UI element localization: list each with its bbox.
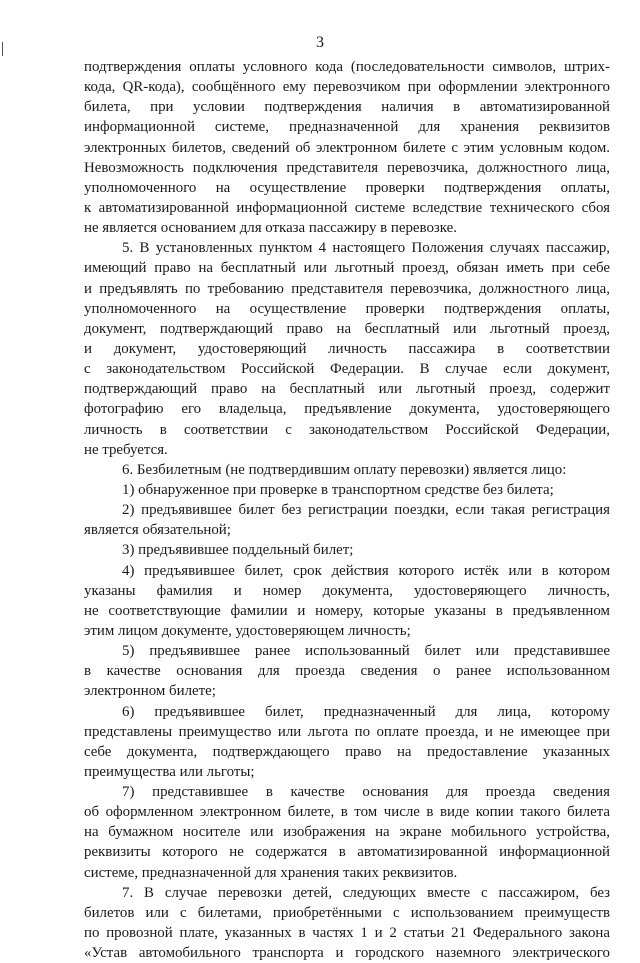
document-body	[84, 57, 610, 963]
page-number: 3	[316, 34, 324, 51]
text-line: билетов или с билетами, приобретёнными с использованием преимуществ	[84, 904, 610, 921]
text-line: по провозной плате, указанных в частях 1 и 2 статьи 21 Федерального закона	[84, 925, 610, 942]
text-line: 1) обнаруженное при проверке в транспортном средстве без билета;	[122, 481, 554, 498]
text-line: 6) предъявившее билет, предназначенный для лица, которому	[122, 703, 610, 720]
text-line: 4) предъявившее билет, срок действия которого истёк или в котором	[122, 562, 610, 579]
text-line: Невозможность подключения представителя перевозчика, должностного лица,	[84, 159, 610, 176]
text-line: реквизиты которого не содержатся в автоматизированной информационной	[84, 844, 610, 861]
text-line: электронном билете;	[84, 683, 216, 700]
text-line: не требуется.	[84, 441, 168, 458]
text-line: не является основанием для отказа пассажиру в перевозке.	[84, 220, 457, 237]
text-line: 3) предъявившее поддельный билет;	[122, 542, 354, 559]
text-line: уполномоченного на осуществление проверки подтверждения оплаты,	[84, 300, 610, 317]
text-line: уполномоченного на осуществление проверки подтверждения оплаты,	[84, 179, 610, 196]
text-line: системе, предназначенной для хранения таких реквизитов.	[84, 864, 458, 881]
text-line: 6. Безбилетным (не подтвердившим оплату перевозки) является лицо:	[122, 461, 567, 478]
text-line: и предъявлять по требованию представителя перевозчика, должностного лица,	[84, 280, 610, 297]
text-line: 7) представившее в качестве основания для проезда сведения	[122, 784, 610, 801]
text-line: имеющий право на бесплатный или льготный проезд, обязан иметь при себе	[84, 260, 610, 277]
text-line: в качестве основания для проезда сведения о ранее использованном	[84, 663, 610, 680]
text-line: подтверждения оплаты условного кода (последовательности символов, штрих-	[84, 59, 610, 75]
text-line: 5. В установленных пунктом 4 настоящего Положения случаях пассажир,	[122, 240, 610, 257]
text-line: 5) предъявившее ранее использованный билет или представившее	[122, 643, 610, 660]
text-line: не соответствующие фамилии и номеру, которые указаны в предъявленном	[84, 602, 610, 619]
text-line: 2) предъявившее билет без регистрации поездки, если такая регистрация	[122, 502, 610, 519]
text-line: этим лицом документе, удостоверяющем личность;	[84, 622, 411, 639]
text-line: «Устав автомобильного транспорта и городского наземного электрического	[84, 945, 610, 962]
text-line: об оформленном электронном билете, в том числе в виде копии такого билета	[84, 804, 610, 821]
text-line: себе документа, подтверждающего право на предоставление указанных	[84, 743, 610, 760]
text-line: и документ, удостоверяющий личность пассажира в соответствии	[84, 340, 610, 357]
text-line: представлены преимущество или льгота по оплате проезда, и не имеющее при	[84, 723, 610, 740]
text-line: документ, подтверждающий право на бесплатный или льготный проезд,	[84, 320, 610, 337]
text-line: электронных билетов, сведений об электронном билете с этим условным кодом.	[84, 139, 610, 156]
text-line: к автоматизированной информационной системе вследствие технического сбоя	[84, 199, 610, 216]
text-line: на бумажном носителе или изображения на экране мобильного устройства,	[84, 824, 610, 841]
text-line: является обязательной;	[84, 522, 231, 539]
text-line: с законодательством Российской Федерации. В случае если документ,	[84, 361, 610, 378]
text-line: указаны фамилия и номер документа, удостоверяющего личность,	[84, 582, 610, 599]
text-line: билета, при условии подтверждения наличия в автоматизированной	[84, 99, 610, 116]
text-line: подтверждающий право на бесплатный или льготный проезд, содержит	[84, 381, 610, 398]
text-line: личность в соответствии с законодательством Российской Федерации,	[84, 421, 610, 438]
text-line: кода, QR-кода), сообщённого ему перевозчиком при оформлении электронного	[84, 79, 610, 96]
text-line: 7. В случае перевозки детей, следующих вместе с пассажиром, без	[122, 884, 610, 901]
text-line: фотографию его владельца, предъявление документа, удостоверяющего	[84, 401, 610, 418]
text-line: информационной системе, предназначенной для хранения реквизитов	[84, 119, 610, 136]
text-line: преимущества или льготы;	[84, 763, 255, 780]
